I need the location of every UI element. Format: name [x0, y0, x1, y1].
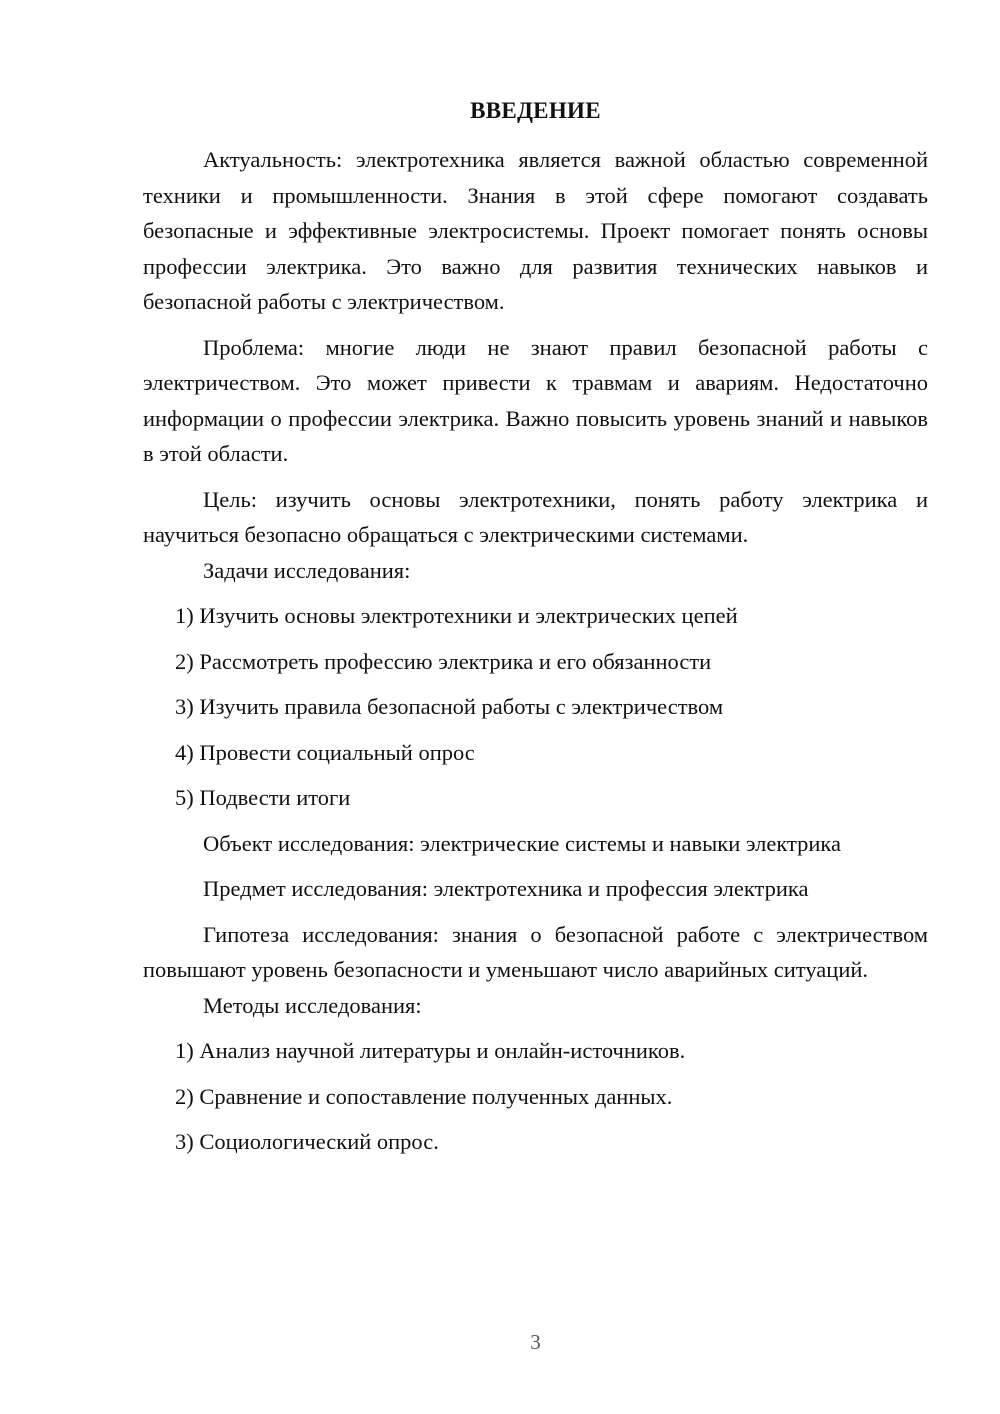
- problem-paragraph: Проблема: многие люди не знают правил безопасной работы с электричеством. Это может привести к травмам и авариям. Недостаточно информации о профессии электрика. Важно повысить уровень знаний и навыков в этой области.: [143, 334, 928, 466]
- list-item: 3) Социологический опрос.: [175, 1129, 439, 1154]
- page-title: ВВЕДЕНИЕ: [470, 98, 601, 123]
- subject-line: Предмет исследования: электротехника и профессия электрика: [203, 876, 809, 901]
- document-body: [143, 142, 928, 1160]
- list-item: 4) Провести социальный опрос: [175, 739, 475, 765]
- relevance-paragraph: Актуальность: электротехника является важной областью современной техники и промышленности. Знания в этой сфере помогают создавать безопасные и эффективные электросистемы. Проект помогает понять основы профессии электрика. Это важно для развития технических навыков и безопасной работы с электричеством.: [143, 147, 928, 314]
- tasks-list: [143, 598, 928, 816]
- page-number: 3: [530, 1330, 541, 1354]
- list-item: 3) Изучить правила безопасной работы с электричеством: [175, 694, 724, 719]
- object-line: Объект исследования: электрические системы и навыки электрика: [203, 830, 841, 856]
- list-item: 2) Рассмотреть профессию электрика и его обязанности: [175, 648, 712, 674]
- hypothesis-paragraph: Гипотеза исследования: знания о безопасной работе с электричеством повышают уровень безопасности и уменьшают число аварийных ситуаций.: [143, 921, 928, 982]
- list-item: 1) Изучить основы электротехники и электрических цепей: [175, 603, 738, 628]
- list-item: 1) Анализ научной литературы и онлайн-источников.: [175, 1038, 686, 1063]
- methods-title: Методы исследования:: [203, 992, 422, 1018]
- goal-paragraph: Цель: изучить основы электротехники, понять работу электрика и научиться безопасно обращаться с электрическими системами.: [143, 486, 928, 547]
- tasks-title: Задачи исследования:: [203, 557, 411, 583]
- list-item: 2) Сравнение и сопоставление полученных данных.: [175, 1083, 673, 1109]
- list-item: 5) Подвести итоги: [175, 785, 351, 810]
- methods-list: [143, 1033, 928, 1160]
